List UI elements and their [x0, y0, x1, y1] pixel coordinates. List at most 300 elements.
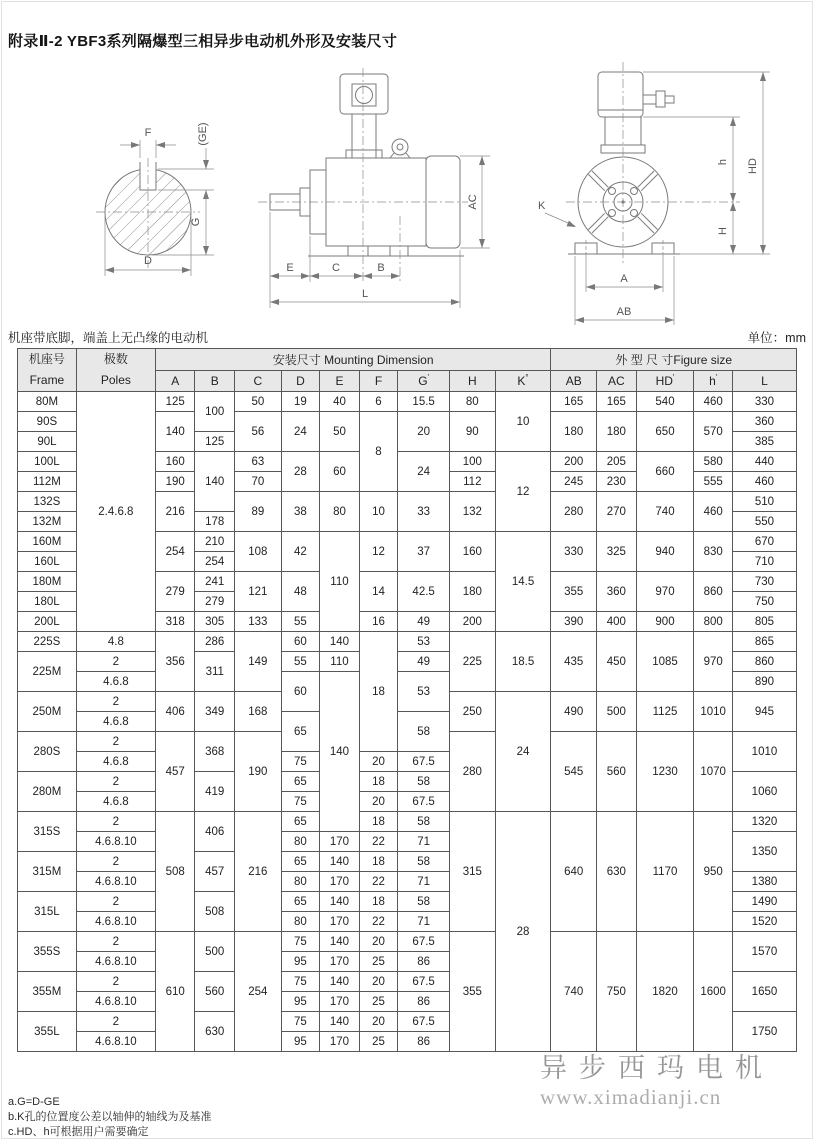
cell-AB: 355 [551, 572, 597, 612]
cell-B: 140 [195, 452, 235, 512]
col-header-G: G' [398, 370, 450, 392]
cell-C: 89 [235, 492, 282, 532]
cell-B: 125 [195, 432, 235, 452]
cell-H: 200 [449, 612, 495, 632]
cell-F: 25 [359, 1032, 398, 1052]
cell-D: 95 [281, 1032, 320, 1052]
cell-HD: 900 [636, 612, 694, 632]
cell-E: 140 [320, 1012, 360, 1032]
cell-D: 42 [281, 532, 320, 572]
cell-D: 80 [281, 832, 320, 852]
cell-E: 140 [320, 632, 360, 652]
cell-p: 4.6.8 [76, 672, 155, 692]
cell-H: 315 [449, 812, 495, 932]
cell-D: 48 [281, 572, 320, 612]
cell-A: 610 [155, 932, 195, 1052]
cell-G: 86 [398, 992, 450, 1012]
cell-D: 65 [281, 812, 320, 832]
cell-AC: 325 [597, 532, 637, 572]
watermark-brand: 异步西玛电机 [540, 1053, 774, 1083]
cell-L: 510 [732, 492, 796, 512]
cell-f: 180L [18, 592, 77, 612]
terminal-box [340, 74, 388, 114]
cell-E: 110 [320, 652, 360, 672]
cell-AB: 545 [551, 732, 597, 812]
col-header-B: B [195, 370, 235, 392]
cell-p: 4.6.8.10 [76, 1032, 155, 1052]
cell-p: 2.4.6.8 [76, 392, 155, 632]
cell-F: 22 [359, 872, 398, 892]
cell-AC: 630 [597, 812, 637, 932]
cell-E: 140 [320, 932, 360, 952]
cell-B: 508 [195, 892, 235, 932]
cell-h: 800 [694, 612, 733, 632]
cell-B: 254 [195, 552, 235, 572]
dim-label-l: L [361, 288, 369, 300]
cell-p: 4.6.8 [76, 712, 155, 732]
cell-D: 80 [281, 912, 320, 932]
cell-C: 149 [235, 632, 282, 692]
cell-h: 970 [694, 632, 733, 692]
cell-G: 20 [398, 412, 450, 452]
cell-p: 4.6.8.10 [76, 912, 155, 932]
group-header-figure: 外 型 尺 寸Figure size [551, 349, 797, 371]
cell-H: 180 [449, 572, 495, 612]
cell-L: 440 [732, 452, 796, 472]
cell-L: 1380 [732, 872, 796, 892]
cell-E: 140 [320, 672, 360, 832]
cell-D: 75 [281, 972, 320, 992]
cell-C: 50 [235, 392, 282, 412]
cell-C: 70 [235, 472, 282, 492]
cell-B: 241 [195, 572, 235, 592]
cell-HD: 1125 [636, 692, 694, 732]
cell-L: 865 [732, 632, 796, 652]
col-header-frame: 机座号 Frame [18, 349, 77, 392]
cell-L: 1490 [732, 892, 796, 912]
cell-C: 133 [235, 612, 282, 632]
cell-A: 140 [155, 412, 195, 452]
cell-B: 419 [195, 772, 235, 812]
cell-HD: 650 [636, 412, 694, 452]
cell-F: 18 [359, 852, 398, 872]
cell-G: 42.5 [398, 572, 450, 612]
footnote-a: a.G=D-GE [8, 1096, 60, 1108]
cell-H: 100 [449, 452, 495, 472]
cell-AB: 390 [551, 612, 597, 632]
cell-B: 406 [195, 812, 235, 852]
footnote-b: b.K孔的位置度公差以轴伸的轴线为及基准 [8, 1111, 212, 1123]
cell-D: 65 [281, 892, 320, 912]
cell-G: 71 [398, 832, 450, 852]
cell-HD: 1230 [636, 732, 694, 812]
cell-K: 28 [495, 812, 551, 1052]
cell-f: 180M [18, 572, 77, 592]
cell-p: 4.6.8.10 [76, 872, 155, 892]
cell-G: 58 [398, 892, 450, 912]
cell-f: 355L [18, 1012, 77, 1052]
table-row [18, 632, 797, 652]
cell-AC: 270 [597, 492, 637, 532]
cell-G: 49 [398, 612, 450, 632]
unit-label: 单位：mm [747, 331, 806, 345]
col-header-poles: 极数 Poles [76, 349, 155, 392]
cell-B: 368 [195, 732, 235, 772]
cell-p: 4.6.8.10 [76, 992, 155, 1012]
cell-p: 2 [76, 852, 155, 872]
cell-p: 2 [76, 812, 155, 832]
cell-L: 670 [732, 532, 796, 552]
cell-E: 170 [320, 952, 360, 972]
cell-p: 2 [76, 932, 155, 952]
cell-F: 25 [359, 992, 398, 1012]
cell-f: 80M [18, 392, 77, 412]
cell-H: 280 [449, 732, 495, 812]
col-header-E: E [320, 370, 360, 392]
cell-h: 860 [694, 572, 733, 612]
cell-A: 508 [155, 812, 195, 932]
cell-F: 25 [359, 952, 398, 972]
cell-G: 71 [398, 872, 450, 892]
cell-L: 730 [732, 572, 796, 592]
cell-H: 225 [449, 632, 495, 692]
cell-AB: 435 [551, 632, 597, 692]
cell-AC: 560 [597, 732, 637, 812]
cell-E: 170 [320, 872, 360, 892]
table-row [18, 932, 797, 952]
cell-AB: 200 [551, 452, 597, 472]
cell-f: 200L [18, 612, 77, 632]
cell-D: 60 [281, 672, 320, 712]
cell-B: 279 [195, 592, 235, 612]
cell-AC: 165 [597, 392, 637, 412]
cell-G: 37 [398, 532, 450, 572]
cell-F: 12 [359, 532, 398, 572]
page-title: 附录Ⅱ-2 YBF3系列隔爆型三相异步电动机外形及安装尺寸 [8, 33, 398, 50]
cell-D: 24 [281, 412, 320, 452]
cell-H: 112 [449, 472, 495, 492]
cell-HD: 740 [636, 492, 694, 532]
watermark-url: www.ximadianji.cn [540, 1085, 722, 1109]
table-caption-row [8, 328, 806, 346]
cell-f: 225S [18, 632, 77, 652]
cell-E: 40 [320, 392, 360, 412]
cell-D: 65 [281, 712, 320, 752]
cell-K: 10 [495, 392, 551, 452]
cell-K: 24 [495, 692, 551, 812]
cell-A: 356 [155, 632, 195, 692]
cell-p: 2 [76, 772, 155, 792]
cell-AB: 740 [551, 932, 597, 1052]
col-header-K: K° [495, 370, 551, 392]
dim-label-b: B [377, 262, 385, 274]
cell-h: 460 [694, 392, 733, 412]
cell-L: 890 [732, 672, 796, 692]
cell-C: 168 [235, 692, 282, 732]
cell-G: 15.5 [398, 392, 450, 412]
shaft-end-view-drawing [56, 110, 241, 282]
cell-h: 830 [694, 532, 733, 572]
cell-E: 60 [320, 452, 360, 492]
cell-H: 355 [449, 932, 495, 1052]
cell-f: 225M [18, 652, 77, 692]
cell-HD: 660 [636, 452, 694, 492]
cell-AB: 165 [551, 392, 597, 412]
dim-label-hd: HD [747, 158, 759, 174]
front-view-drawing [518, 58, 786, 334]
dim-label-k: K [538, 200, 546, 212]
cell-F: 18 [359, 772, 398, 792]
cell-B: 305 [195, 612, 235, 632]
cell-f: 280S [18, 732, 77, 772]
cell-D: 95 [281, 952, 320, 972]
cell-G: 33 [398, 492, 450, 532]
cell-H: 80 [449, 392, 495, 412]
cell-G: 67.5 [398, 1012, 450, 1032]
cell-p: 2 [76, 1012, 155, 1032]
cell-h: 460 [694, 492, 733, 532]
cell-F: 18 [359, 812, 398, 832]
cell-L: 1570 [732, 932, 796, 972]
cell-E: 50 [320, 412, 360, 452]
cell-HD: 1170 [636, 812, 694, 932]
cell-p: 4.6.8 [76, 752, 155, 772]
cell-E: 170 [320, 912, 360, 932]
cell-L: 1650 [732, 972, 796, 1012]
cell-L: 360 [732, 412, 796, 432]
dim-label-ab: AB [616, 306, 632, 318]
group-header-mounting: 安装尺寸 Mounting Dimension [155, 349, 551, 371]
cell-L: 1060 [732, 772, 796, 812]
cell-D: 19 [281, 392, 320, 412]
cell-HD: 970 [636, 572, 694, 612]
cell-AB: 330 [551, 532, 597, 572]
cell-A: 216 [155, 492, 195, 532]
cell-C: 63 [235, 452, 282, 472]
cell-AC: 205 [597, 452, 637, 472]
cell-HD: 940 [636, 532, 694, 572]
cell-L: 550 [732, 512, 796, 532]
col-header-H: H [449, 370, 495, 392]
cell-f: 280M [18, 772, 77, 812]
cell-F: 18 [359, 632, 398, 752]
cell-E: 110 [320, 532, 360, 632]
dim-label-ac: AC [467, 194, 479, 210]
cell-E: 140 [320, 852, 360, 872]
cell-C: 121 [235, 572, 282, 612]
cell-E: 140 [320, 972, 360, 992]
col-header-h: h' [694, 370, 733, 392]
cell-D: 55 [281, 652, 320, 672]
cell-f: 355S [18, 932, 77, 972]
cell-G: 67.5 [398, 972, 450, 992]
cell-C: 56 [235, 412, 282, 452]
cell-f: 315S [18, 812, 77, 852]
dim-label-g: G [190, 217, 202, 227]
cell-D: 75 [281, 1012, 320, 1032]
cell-p: 4.6.8 [76, 792, 155, 812]
cell-E: 80 [320, 492, 360, 532]
cell-F: 22 [359, 832, 398, 852]
cell-B: 178 [195, 512, 235, 532]
cell-B: 500 [195, 932, 235, 972]
eyebolt [392, 139, 408, 155]
foot [390, 246, 408, 256]
cell-D: 65 [281, 852, 320, 872]
cell-G: 49 [398, 652, 450, 672]
cell-L: 750 [732, 592, 796, 612]
cell-G: 53 [398, 632, 450, 652]
cell-f: 100L [18, 452, 77, 472]
cell-AC: 450 [597, 632, 637, 692]
cell-L: 860 [732, 652, 796, 672]
cell-AC: 400 [597, 612, 637, 632]
cell-p: 4.6.8.10 [76, 952, 155, 972]
cell-B: 630 [195, 1012, 235, 1052]
cell-f: 132S [18, 492, 77, 512]
cell-h: 950 [694, 812, 733, 932]
cell-AB: 280 [551, 492, 597, 532]
cell-C: 190 [235, 732, 282, 812]
footnote-c: c.HD、h可根据用户需要确定 [8, 1126, 149, 1138]
cell-A: 318 [155, 612, 195, 632]
cell-L: 1010 [732, 732, 796, 772]
cell-AB: 490 [551, 692, 597, 732]
cell-B: 100 [195, 392, 235, 432]
cell-A: 160 [155, 452, 195, 472]
footnotes [8, 1095, 212, 1140]
cell-L: 805 [732, 612, 796, 632]
cell-C: 108 [235, 532, 282, 572]
col-header-C: C [235, 370, 282, 392]
cell-B: 311 [195, 652, 235, 692]
cell-E: 170 [320, 832, 360, 852]
cell-D: 75 [281, 792, 320, 812]
cell-p: 2 [76, 692, 155, 712]
cell-F: 14 [359, 572, 398, 612]
dim-label-hcap: H [717, 227, 729, 235]
cell-F: 10 [359, 492, 398, 532]
cell-D: 65 [281, 772, 320, 792]
cell-F: 20 [359, 752, 398, 772]
cell-p: 4.8 [76, 632, 155, 652]
cell-D: 80 [281, 872, 320, 892]
cell-D: 75 [281, 752, 320, 772]
col-header-L: L [732, 370, 796, 392]
cell-f: 315L [18, 892, 77, 932]
cell-A: 254 [155, 532, 195, 572]
table-row [18, 392, 797, 412]
cell-F: 20 [359, 792, 398, 812]
cell-B: 349 [195, 692, 235, 732]
cell-AC: 360 [597, 572, 637, 612]
cell-AC: 750 [597, 932, 637, 1052]
cell-D: 95 [281, 992, 320, 1012]
cell-B: 286 [195, 632, 235, 652]
cell-L: 945 [732, 692, 796, 732]
cell-L: 385 [732, 432, 796, 452]
cell-E: 170 [320, 992, 360, 1012]
cell-h: 1600 [694, 932, 733, 1052]
cell-p: 4.6.8.10 [76, 832, 155, 852]
dim-label-ge: (GE) [197, 122, 209, 146]
table-row [18, 812, 797, 832]
cell-D: 75 [281, 932, 320, 952]
cell-f: 112M [18, 472, 77, 492]
table-body [18, 392, 797, 1052]
cell-G: 86 [398, 952, 450, 972]
cell-AB: 180 [551, 412, 597, 452]
col-header-HD: HD' [636, 370, 694, 392]
cell-L: 710 [732, 552, 796, 572]
cell-G: 53 [398, 672, 450, 712]
cell-G: 58 [398, 712, 450, 752]
col-header-A: A [155, 370, 195, 392]
cell-K: 14.5 [495, 532, 551, 632]
dim-label-h: h [717, 158, 729, 166]
cell-G: 71 [398, 912, 450, 932]
cell-f: 250M [18, 692, 77, 732]
cell-F: 6 [359, 392, 398, 412]
cell-K: 18.5 [495, 632, 551, 692]
cell-B: 457 [195, 852, 235, 892]
cell-L: 1350 [732, 832, 796, 872]
cell-K: 12 [495, 452, 551, 532]
cell-F: 20 [359, 972, 398, 992]
cell-p: 2 [76, 972, 155, 992]
foot [348, 246, 368, 256]
cell-B: 210 [195, 532, 235, 552]
cell-h: 1070 [694, 732, 733, 812]
cell-p: 2 [76, 892, 155, 912]
cell-L: 1520 [732, 912, 796, 932]
cell-A: 279 [155, 572, 195, 612]
cell-f: 160M [18, 532, 77, 552]
cell-A: 457 [155, 732, 195, 812]
cell-C: 216 [235, 812, 282, 932]
cell-G: 58 [398, 812, 450, 832]
cell-D: 60 [281, 632, 320, 652]
side-view-drawing [252, 66, 498, 318]
cell-A: 190 [155, 472, 195, 492]
cell-G: 58 [398, 852, 450, 872]
cell-AC: 500 [597, 692, 637, 732]
cell-HD: 1085 [636, 632, 694, 692]
cell-AC: 230 [597, 472, 637, 492]
cell-G: 67.5 [398, 752, 450, 772]
cell-F: 8 [359, 412, 398, 492]
cell-B: 560 [195, 972, 235, 1012]
cell-H: 90 [449, 412, 495, 452]
cell-H: 250 [449, 692, 495, 732]
cell-HD: 1820 [636, 932, 694, 1052]
col-header-AB: AB [551, 370, 597, 392]
cell-F: 20 [359, 932, 398, 952]
technical-drawings [0, 0, 814, 344]
cell-f: 90L [18, 432, 77, 452]
table-header [18, 349, 797, 392]
cell-f: 160L [18, 552, 77, 572]
cell-h: 570 [694, 412, 733, 452]
dim-label-f: F [144, 127, 152, 139]
cell-F: 18 [359, 892, 398, 912]
cell-L: 460 [732, 472, 796, 492]
dim-label-e: E [286, 262, 294, 274]
cell-HD: 540 [636, 392, 694, 412]
cell-L: 330 [732, 392, 796, 412]
table-caption: 机座带底脚，端盖上无凸缘的电动机 [8, 331, 209, 345]
watermark [540, 1046, 774, 1110]
